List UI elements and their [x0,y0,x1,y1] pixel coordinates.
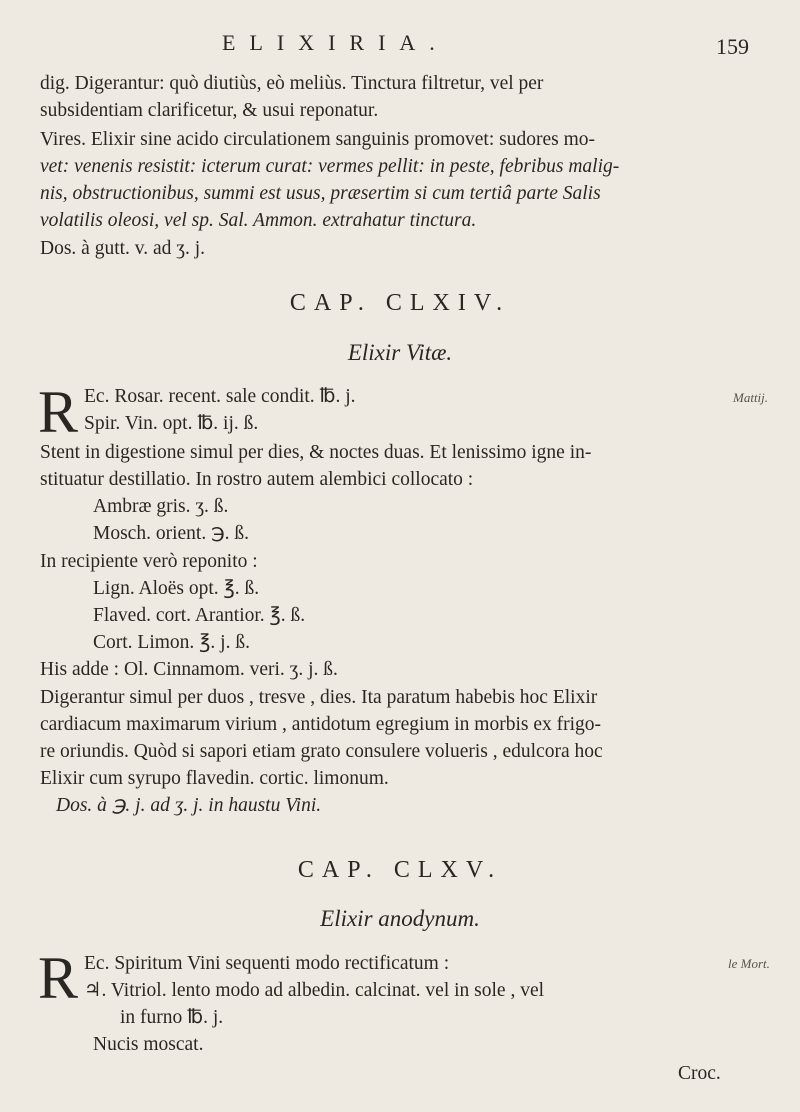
chapter-heading: CAP. CLXIV. [289,290,511,316]
intro-line: Vires. Elixir sine acido circulationem sanguinis promovet: sudores mo- [40,129,595,150]
intro-line: volatilis oleosi, vel sp. Sal. Ammon. extrahatur tinctura. [40,210,477,231]
page-number: 159 [716,34,749,59]
chapter-title: Elixir anodynum. [320,906,480,931]
recipe-line: Croc. [678,1063,721,1084]
recipe-line: Flaved. cort. Arantior. ℥. ß. [93,605,306,626]
intro-line: dig. Digerantur: quò diutiùs, eò meliùs. Tinctura filtretur, vel per [40,73,544,94]
recipe-line: stituatur destillatio. In rostro autem alembici collocato : [40,469,474,490]
running-head-title: ELIXIRIA. [222,30,449,55]
intro-line: subsidentiam clarificetur, & usui reponatur. [40,100,379,121]
recipe-line: Ec. Spiritum Vini sequenti modo rectificatum : [84,953,450,974]
intro-line: Dos. à gutt. v. ad ʒ. j. [40,238,205,259]
recipe-line: Spir. Vin. opt. ℔. ij. ß. [84,413,259,434]
recipe-line: in furno ℔. j. [120,1007,224,1028]
margin-note: le Mort. [728,956,770,971]
recipe-line: Dos. à ℈. j. ad ʒ. j. in haustu Vini. [56,795,322,816]
margin-note: Mattij. [733,390,769,405]
recipe-line: cardiacum maximarum virium , antidotum egregium in morbis ex frigo- [40,714,602,735]
intro-line: vet: venenis resistit: icterum curat: vermes pellit: in peste, febribus malig- [40,156,620,177]
recipe-line: In recipiente verò reponito : [40,551,258,572]
recipe-line: Stent in digestione simul per dies, & noctes duas. Et lenissimo igne in- [40,442,592,463]
recipe-line: re oriundis. Quòd si sapori etiam grato consulere volueris , edulcora hoc [40,741,603,762]
recipe-line: ♃. Vitriol. lento modo ad albedin. calcinat. vel in sole , vel [84,980,545,1001]
recipe-line: Ambræ gris. ʒ. ß. [93,496,229,517]
recipe-line: Elixir cum syrupo flavedin. cortic. limonum. [40,768,389,789]
drop-cap: R [38,379,79,445]
intro-line: nis, obstructionibus, summi est usus, præsertim si cum tertiâ parte Salis [40,183,601,204]
recipe-line: Nucis moscat. [93,1034,204,1055]
recipe-line: His adde : Ol. Cinnamom. veri. ʒ. j. ß. [40,659,338,680]
running-head [0,26,800,66]
recipe-line: Ec. Rosar. recent. sale condit. ℔. j. [84,386,356,407]
recipe-line: Mosch. orient. ℈. ß. [93,523,250,544]
recipe-line: Digerantur simul per duos , tresve , dies. Ita paratum habebis hoc Elixir [40,687,598,708]
recipe-line: Cort. Limon. ℥. j. ß. [93,632,250,653]
chapter-heading: CAP. CLXV. [297,857,503,883]
drop-cap: R [38,945,79,1011]
chapter-title: Elixir Vitæ. [347,340,453,365]
recipe-line: Lign. Aloës opt. ℥. ß. [93,578,260,599]
